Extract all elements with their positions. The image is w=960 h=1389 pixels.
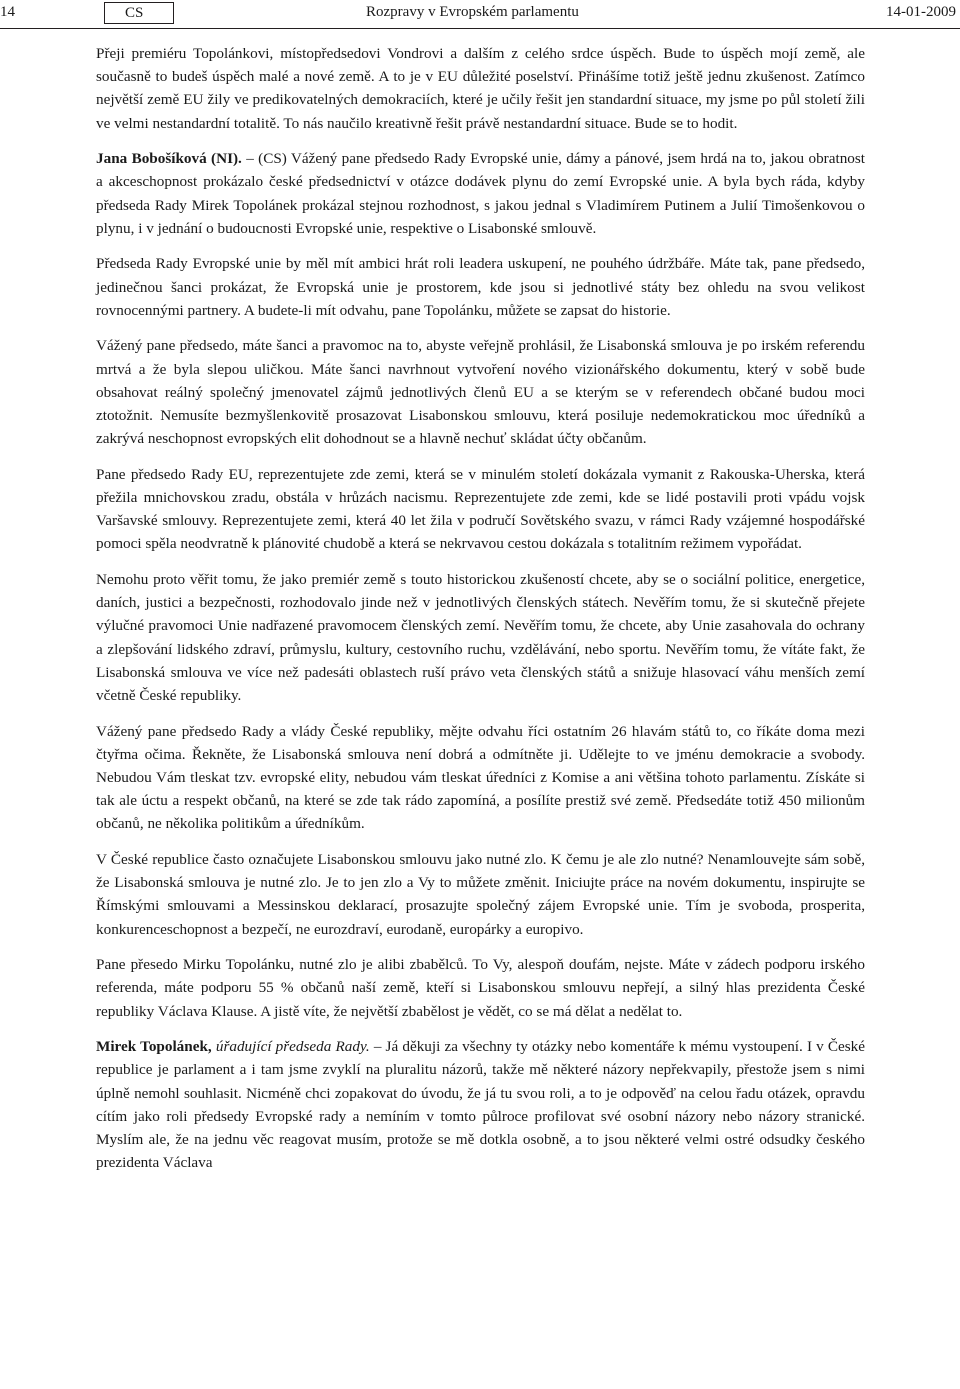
paragraph-6 xyxy=(96,568,865,707)
page-number: 14 xyxy=(0,4,15,20)
paragraph-3 xyxy=(96,252,865,322)
paragraph-10 xyxy=(96,1035,865,1174)
language-code-box: CS xyxy=(104,2,174,24)
paragraph-text: V České republice často označujete Lisabonskou smlouvu jako nutné zlo. K čemu je ale zlo nutné? Nenamlouvejte sám sobě, že Lisabonská smlouva je nutné zlo. Je to jen zlo a Vy to můžete změnit. Iniciujte práce na novém dokumentu, inspirujte se Římskými smlouvami a Messinskou deklarací, prosazujte společný zájem Evropské unie. Tím je svoboda, prosperita, konkurenceschopnost a bezpečí, ne eurozdraví, eurodaně, europárky a europivo. xyxy=(96,851,865,938)
speaker-name: Jana Bobošíková (NI). xyxy=(96,150,242,168)
publication-title: Rozpravy v Evropském parlamentu xyxy=(366,4,579,20)
paragraph-text: Pane předsedo Rady EU, reprezentujete zde zemi, která se v minulém století dokázala vymanit z Rakouska-Uherska, která přežila mnichovskou zradu, obstála v hrůzách nacismu. Reprezentujete zde zemi, kde se lidé postavili proti vpádu vojsk Varšavské smlouvy. Reprezentujete zemi, která 40 let žila v područí Sovětského svazu, v rámci Rady vzájemné hospodářské pomoci spěla neodvratně k plánovité chudobě a která se nekrvavou cestou dokázala s totalitním režimem vypořádat. xyxy=(96,465,865,553)
paragraph-text: – (CS) Vážený pane předsedo Rady Evropské unie, dámy a pánové, jsem hrdá na to, jakou obratnost a akceschopnost prokázalo české předsednictví v otázce dodávek plynu do zemí Evropské unie. A byla bych ráda, kdyby předseda Rady Mirek Topolánek prokázal stejnou rozhodnost, s jakou jednal s Vladimírem Putinem a Julií Timošenkovou o plynu, i v jednání o budoucnosti Evropské unie, respektive o Lisabonské smlouvě. xyxy=(96,150,866,237)
speaker-role: úřadující předseda Rady. xyxy=(211,1038,370,1056)
paragraph-9 xyxy=(96,953,865,1023)
speaker-name: Mirek Topolánek, xyxy=(96,1038,212,1056)
paragraph-text: Pane přesedo Mirku Topolánku, nutné zlo je alibi zbabělců. To Vy, alespoň doufám, nejste. Máte v zádech podporu irského referenda, máte podporu 55 % občanů naší země, kteří si Lisabonskou smlouvu nepřejí, a silný hlas prezidenta České republiky Václava Klause. A jistě víte, že největší zbabělost je vědět, co se má dělat a nedělat to. xyxy=(96,956,865,1020)
paragraph-text: – Já děkuji za všechny ty otázky nebo komentáře k mému vystoupení. I v České republice je parlament a i tam jsme zvyklí na pluralitu názorů, takže mě některé názory nepřekvapily, přestože jsem s nimi úplně nemohl souhlasit. Nicméně chci zopakovat do úvodu, že já tu svou roli, a to je odpověď na celou řadu otázek, opravdu cítím jako roli předsedy Evropské rady a nemíním v tomto půlroce profilovat své osobní názory nebo názory stranické. Myslím ale, že na jednu věc reagovat musím, protože se mě dotkla osobně, a to jsou některé velmi ostré odsudky českého prezidenta Václava xyxy=(96,1038,866,1172)
paragraph-4 xyxy=(96,334,865,450)
paragraph-text: Vážený pane předsedo Rady a vlády České republiky, mějte odvahu říci ostatním 26 hlavám států to, co říkáte doma mezi čtyřma očima. Řekněte, že Lisabonská smlouva není dobrá a odmítněte ji. Udělejte to ve jménu demokracie a svobody. Nebudou Vám tleskat tzv. evropské elity, nebudou vám tleskat úředníci z Komise a ani většina tohoto parlamentu. Získáte si tak ale úctu a respekt občanů, na které se zde tak rádo zapomíná, a posílíte prestiž své země. Předsedáte totiž 450 milionům občanů, ne několika politikům a úředníkům. xyxy=(96,722,865,833)
paragraph-7 xyxy=(96,720,865,836)
paragraph-1 xyxy=(96,42,865,135)
page-header xyxy=(0,0,960,29)
paragraph-2 xyxy=(96,147,865,240)
paragraph-5 xyxy=(96,463,865,556)
paragraph-text: Přeji premiéru Topolánkovi, místopředsedovi Vondrovi a dalším z celého srdce úspěch. Bude to úspěch mojí země, ale současně to budeš úspěch malé a nové země. A to je v EU důležité poselství. Přinášíme totiž ještě jednu zkušenost. Zatímco největší země EU žily ve predikovatelných demokraciích, které je učily řešit jen standardní situace, my jsme po půl století žili ve velmi nestandardní totalitě. To nás naučilo kreativně řešit právě nestandardní situace. Bude se to hodit. xyxy=(96,45,865,132)
document-body xyxy=(96,42,865,1187)
paragraph-text: Nemohu proto věřit tomu, že jako premiér země s touto historickou zkušeností chcete, aby se o sociální politice, energetice, daních, justici a bezpečnosti, rozhodovalo jinde než v jednotlivých členských státech. Nevěřím tomu, že si skutečně přejete výlučné pravomoci Unie nadřazené pravomocem členských zemí. Nevěřím tomu, že chcete, aby Unie zasahovala do ochrany a zlepšování lidského zdraví, průmyslu, kultury, cestovního ruchu, vzdělávání, nebo sportu. Nevěřím tomu, že vítáte fakt, že Lisabonská smlouva ve více než padesáti oblastech ruší právo veta členských států a snižuje hlasovací váhu menších zemí včetně České republiky. xyxy=(96,571,865,705)
paragraph-8 xyxy=(96,848,865,941)
paragraph-text: Předseda Rady Evropské unie by měl mít ambici hrát roli leadera uskupení, ne pouhého údržbáře. Máte tak, pane předsedo, jedinečnou šanci prokázat, že Evropská unie je prostorem, kde jsou si jednotlivé státy bez ohledu na svou velikost rovnocennými partnery. A budete-li mít odvahu, pane Topolánku, můžete se zapsat do historie. xyxy=(96,255,865,319)
publication-date: 14-01-2009 xyxy=(886,4,956,20)
paragraph-text: Vážený pane předsedo, máte šanci a pravomoc na to, abyste veřejně prohlásil, že Lisabonská smlouva je po irském referendu mrtvá a že byla slepou uličkou. Máte šanci navrhnout vytvoření nového vizionářského dokumentu, který v sobě bude obsahovat reálný společný jmenovatel zájmů jednotlivých členů EU a se kterým se v referendech občané budou moci ztotožnit. Nemusíte bezmyšlenkovitě prosazovat Lisabonskou smlouvu, která posiluje nedemokratickou moc úředníků a zakrývá neschopnost evropských elit dohodnout se a hlavně nechuť skládat účty občanům. xyxy=(96,337,865,448)
